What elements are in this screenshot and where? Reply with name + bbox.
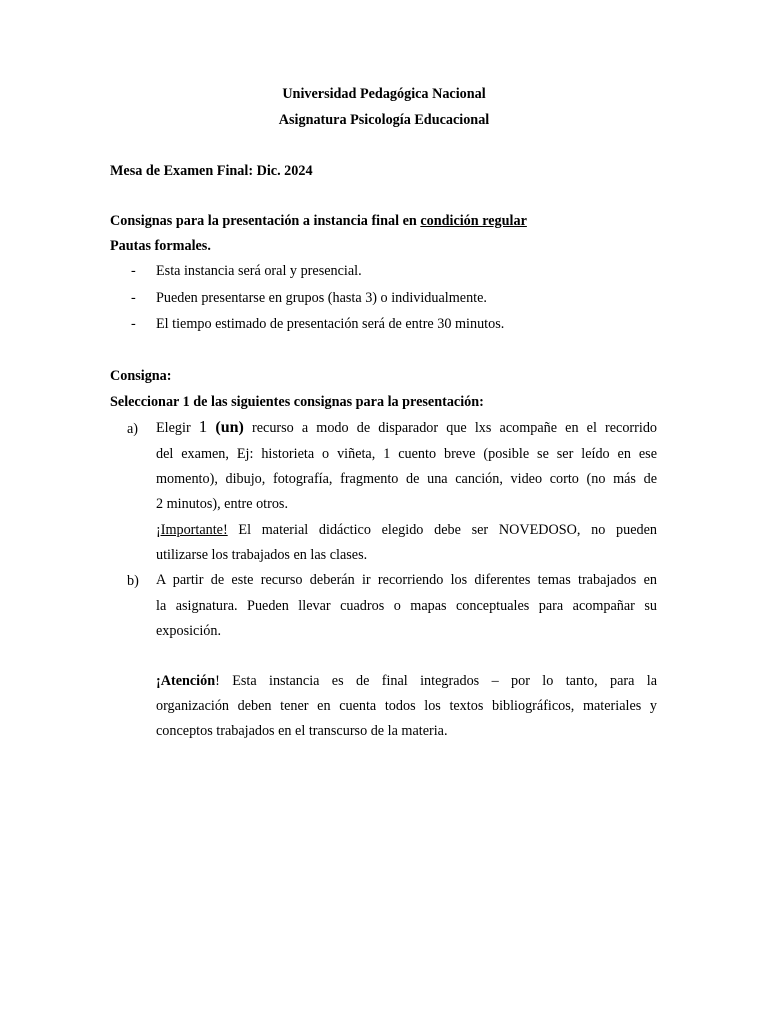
atencion-text: Esta instancia es de final integrados – por lo tanto, para la	[219, 673, 657, 689]
consignas-intro-text: Consignas para la presentación a instancia final en	[110, 213, 421, 229]
subject-title: Asignatura Psicología Educacional	[278, 112, 490, 128]
item-a-number: 1	[198, 417, 208, 436]
consignas-intro	[110, 212, 527, 230]
item-b-line-1: A partir de este recurso deberán ir recorriendo los diferentes temas trabajados en	[156, 572, 657, 588]
atencion-line-2: organización deben tener en cuenta todos los textos bibliográficos, materiales y	[156, 698, 657, 714]
consigna-heading: Consigna:	[110, 368, 172, 384]
importante-line-1	[156, 521, 657, 539]
importante-line-2: utilizarse los trabajados en las clases.	[156, 547, 368, 563]
item-a-un: (un)	[215, 419, 244, 436]
exam-title: Mesa de Examen Final: Dic. 2024	[110, 163, 313, 179]
item-a-line-3: momento), dibujo, fotografía, fragmento de una canción, video corto (no más de	[156, 471, 657, 487]
atencion-line-3: conceptos trabajados en el transcurso de la materia.	[156, 723, 448, 739]
list-item: El tiempo estimado de presentación será de entre 30 minutos.	[156, 316, 505, 332]
atencion-label: ¡Atención	[156, 673, 216, 689]
atencion-line-1	[156, 672, 657, 690]
list-bullet: -	[131, 316, 136, 332]
condicion-regular-text: condición regular	[420, 213, 527, 229]
list-bullet: -	[131, 290, 136, 306]
item-b-line-3: exposición.	[156, 623, 222, 639]
item-b-line-2: la asignatura. Pueden llevar cuadros o mapas conceptuales para acompañar su	[156, 598, 657, 614]
list-item: Esta instancia será oral y presencial.	[156, 263, 362, 279]
item-a-text: Elegir	[156, 420, 199, 436]
item-a-line-4: 2 minutos), entre otros.	[156, 496, 289, 512]
pautas-heading: Pautas formales.	[110, 238, 211, 254]
item-b-marker: b)	[127, 573, 139, 589]
item-a-line-1	[156, 418, 657, 437]
item-a-text: recurso a modo de disparador que lxs acompañe en el recorrido	[243, 420, 658, 436]
importante-label: ¡Importante!	[156, 522, 228, 538]
item-a-marker: a)	[127, 421, 139, 437]
atencion-excl: !	[215, 673, 220, 689]
importante-text: El material didáctico elegido debe ser NOVEDOSO, no pueden	[227, 522, 657, 538]
list-bullet: -	[131, 263, 136, 279]
consigna-subheading: Seleccionar 1 de las siguientes consignas para la presentación:	[110, 394, 484, 410]
university-title: Universidad Pedagógica Nacional	[282, 86, 486, 102]
item-a-line-2: del examen, Ej: historieta o viñeta, 1 cuento breve (posible se ser leído en ese	[156, 446, 657, 462]
list-item: Pueden presentarse en grupos (hasta 3) o individualmente.	[156, 290, 487, 306]
